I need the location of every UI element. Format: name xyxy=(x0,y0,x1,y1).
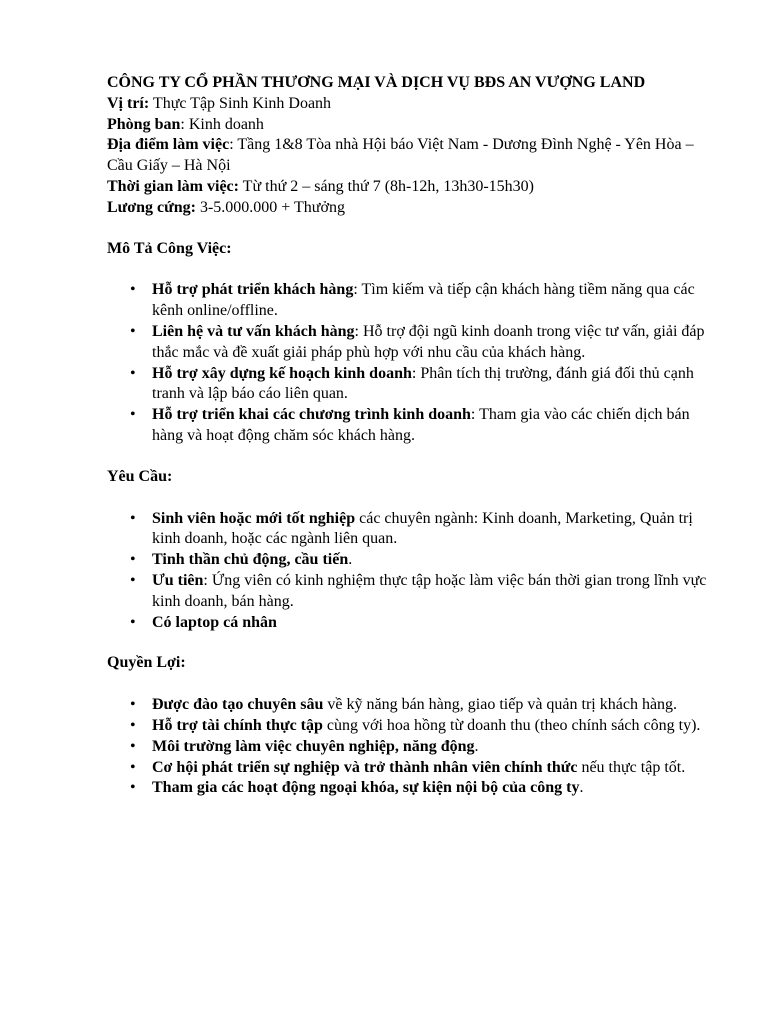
benefits-list xyxy=(107,695,707,799)
item-bold: Được đào tạo chuyên sâu xyxy=(152,696,324,714)
bullet-icon: • xyxy=(130,551,136,569)
company-title: CÔNG TY CỔ PHẦN THƯƠNG MẠI VÀ DỊCH VỤ BĐS AN VƯỢNG LAND xyxy=(107,74,646,91)
bullet-icon: • xyxy=(130,696,136,714)
list-item xyxy=(130,737,707,758)
item-bold: Tham gia các hoạt động ngoại khóa, sự kiện nội bộ của công ty xyxy=(152,779,580,797)
section-heading-requirements: Yêu Cầu: xyxy=(107,467,173,485)
info-location xyxy=(107,135,708,177)
info-working-hours xyxy=(107,177,708,198)
item-bold: Ưu tiên xyxy=(152,571,204,589)
item-text: . xyxy=(474,737,479,755)
bullet-icon: • xyxy=(130,571,136,589)
info-label: Phòng ban xyxy=(107,115,181,133)
info-value: : Kinh doanh xyxy=(180,115,264,133)
info-value: : Tầng 1&8 Tòa nhà Hội báo Việt Nam - Dương Đình Nghệ - Yên Hòa – Cầu Giấy – Hà Nội xyxy=(107,136,694,175)
list-item xyxy=(130,405,707,447)
item-bold: Sinh viên hoặc mới tốt nghiệp xyxy=(152,509,356,527)
job-description-list xyxy=(107,280,707,446)
bullet-icon: • xyxy=(130,509,136,527)
bullet-icon: • xyxy=(130,406,136,424)
bullet-icon: • xyxy=(130,322,136,340)
list-item xyxy=(130,758,707,779)
item-bold: Tinh thần chủ động, cầu tiến xyxy=(152,551,349,569)
item-text: . xyxy=(348,551,353,569)
info-value: Từ thứ 2 – sáng thứ 7 (8h-12h, 13h30-15h30) xyxy=(238,177,534,195)
job-info xyxy=(107,94,708,219)
list-item xyxy=(130,571,707,613)
item-text: : Tìm kiếm và tiếp cận khách hàng tiềm năng qua các kênh online/offline. xyxy=(152,281,695,320)
info-value: 3-5.000.000 + Thưởng xyxy=(195,198,345,216)
info-position xyxy=(107,94,708,115)
bullet-icon: • xyxy=(130,758,136,776)
item-text: nếu thực tập tốt. xyxy=(577,758,686,776)
bullet-icon: • xyxy=(130,716,136,734)
bullet-icon: • xyxy=(130,613,136,631)
list-item xyxy=(130,280,707,322)
info-department xyxy=(107,115,708,136)
item-bold: Hỗ trợ xây dựng kế hoạch kinh doanh xyxy=(152,364,412,382)
item-bold: Có laptop cá nhân xyxy=(152,613,277,631)
bullet-icon: • xyxy=(130,364,136,382)
list-item xyxy=(130,364,707,406)
list-item xyxy=(130,695,707,716)
bullet-icon: • xyxy=(130,737,136,755)
requirements-list xyxy=(107,509,707,634)
info-label: Lương cứng: xyxy=(107,198,196,216)
item-text: . xyxy=(579,779,584,797)
item-bold: Môi trường làm việc chuyên nghiệp, năng động xyxy=(152,737,475,755)
list-item xyxy=(130,550,707,571)
info-salary xyxy=(107,198,708,219)
item-bold: Hỗ trợ tài chính thực tập xyxy=(152,716,323,734)
list-item xyxy=(130,613,707,634)
item-text: : Phân tích thị trường, đánh giá đối thủ cạnh tranh và lập báo cáo liên quan. xyxy=(152,364,694,403)
info-label: Địa điểm làm việc xyxy=(107,136,230,154)
bullet-icon: • xyxy=(130,281,136,299)
section-heading-benefits: Quyền Lợi: xyxy=(107,654,186,672)
list-item xyxy=(130,778,707,799)
item-text: : Ứng viên có kinh nghiệm thực tập hoặc làm việc bán thời gian trong lĩnh vực kinh doanh, bán hàng. xyxy=(152,571,707,610)
list-item xyxy=(130,716,707,737)
item-text: về kỹ năng bán hàng, giao tiếp và quản trị khách hàng. xyxy=(323,696,678,714)
item-bold: Hỗ trợ triển khai các chương trình kinh doanh xyxy=(152,406,471,424)
bullet-icon: • xyxy=(130,779,136,797)
item-text: cùng với hoa hồng từ doanh thu (theo chính sách công ty). xyxy=(322,716,701,734)
item-text: : Hỗ trợ đội ngũ kinh doanh trong việc tư vấn, giải đáp thắc mắc và đề xuất giải pháp phù hợp với nhu cầu của khách hàng. xyxy=(152,322,705,361)
list-item xyxy=(130,509,707,551)
item-text: : Tham gia vào các chiến dịch bán hàng và hoạt động chăm sóc khách hàng. xyxy=(152,406,690,444)
info-label: Thời gian làm việc: xyxy=(107,177,239,195)
info-label: Vị trí: xyxy=(107,94,150,112)
list-item xyxy=(130,322,707,364)
info-value: Thực Tập Sinh Kinh Doanh xyxy=(149,94,332,112)
item-bold: Liên hệ và tư vấn khách hàng xyxy=(152,322,355,340)
item-bold: Hỗ trợ phát triển khách hàng xyxy=(152,281,354,299)
item-text: các chuyên ngành: Kinh doanh, Marketing, Quản trị kinh doanh, hoặc các ngành liên quan. xyxy=(152,509,693,548)
item-bold: Cơ hội phát triển sự nghiệp và trở thành nhân viên chính thức xyxy=(152,758,578,776)
section-heading-job-description: Mô Tả Công Việc: xyxy=(107,239,232,257)
